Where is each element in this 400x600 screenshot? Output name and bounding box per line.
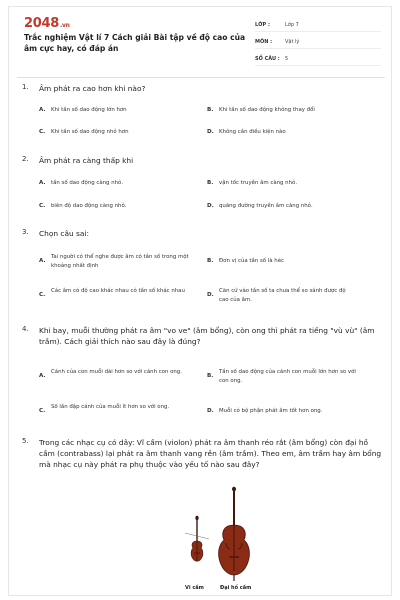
option-text: Đơn vị của tần số là héc [219, 258, 284, 264]
question-text: Âm phát ra cao hơn khi nào? [39, 84, 146, 93]
option-text: Căn cứ vào tần số ta chưa thể so sánh được độ cao của âm. [219, 288, 346, 303]
instruments-figure [179, 485, 269, 597]
option-text: Khi tần số dao động nhỏ hơn [51, 129, 129, 135]
option-letter: D. [207, 408, 214, 414]
meta-label: LỚP : [255, 21, 270, 28]
page-title: Trắc nghiệm Vật lí 7 Cách giải Bài tập về độ cao của âm cực hay, có đáp án [24, 33, 246, 53]
site-logo[interactable] [24, 16, 70, 31]
meta-row-class [255, 18, 381, 32]
option-letter: A. [39, 373, 46, 379]
option-text: biên độ dao động càng nhỏ. [51, 203, 127, 209]
contrabass-label: Đại hồ cầm [220, 585, 252, 591]
option-letter: D. [207, 292, 214, 298]
question-4 [22, 325, 384, 433]
option-letter: A. [39, 258, 46, 264]
question-text: Khi bay, muỗi thường phát ra âm "vo ve" (âm bổng), còn ong thì phát ra tiếng "vù vù" (âm trầm). Cách giải thích nào sau đây là đúng? [39, 326, 375, 346]
option-text: Muỗi có bộ phận phát âm tốt hơn ong. [219, 408, 323, 414]
question-2 [22, 155, 382, 215]
page-header [9, 7, 393, 77]
option-letter: B. [207, 180, 214, 186]
option-letter: C. [39, 129, 46, 135]
question-text: Chọn câu sai: [39, 229, 89, 238]
option-letter: D. [207, 129, 214, 135]
logo-text: 2048 [24, 16, 59, 31]
logo-suffix: .vn [59, 22, 70, 29]
question-1 [22, 83, 382, 143]
question-3 [22, 228, 382, 318]
meta-label: MÔN : [255, 38, 273, 45]
option-text: tần số dao động càng nhỏ. [51, 180, 124, 186]
question-number: 1. [22, 83, 29, 91]
option-text: Các âm có độ cao khác nhau có tần số khác nhau [51, 288, 185, 294]
meta-value: Lớp 7 [285, 21, 299, 28]
meta-info [255, 18, 381, 69]
option-text: Cánh của con muỗi dài hơn so với cánh con ong. [51, 369, 182, 375]
question-number: 4. [22, 325, 29, 333]
meta-value: 5 [285, 55, 289, 62]
option-text: vận tốc truyền âm càng nhỏ. [219, 180, 298, 186]
option-letter: C. [39, 292, 46, 298]
question-5 [22, 437, 384, 482]
option-text: Tần số dao động của cánh con muỗi lớn hơn so với con ong. [219, 369, 356, 384]
option-letter: C. [39, 203, 46, 209]
option-letter: B. [207, 107, 214, 113]
option-letter: A. [39, 180, 46, 186]
option-text: Tai người có thể nghe được âm có tần số trong một khoảng nhất định [51, 254, 189, 269]
violin-label: Vĩ cầm [185, 585, 204, 591]
question-number: 3. [22, 228, 29, 236]
meta-value: Vật lý [285, 38, 300, 45]
instruments-illustration [179, 485, 269, 597]
question-number: 2. [22, 155, 29, 163]
option-letter: A. [39, 107, 46, 113]
option-text: quãng đường truyền âm càng nhỏ. [219, 203, 313, 209]
meta-row-subject [255, 35, 381, 49]
contrabass-icon [219, 487, 250, 581]
option-letter: C. [39, 408, 46, 414]
question-number: 5. [22, 437, 29, 445]
header-divider [17, 77, 385, 78]
option-text: Không cần điều kiện nào [219, 129, 286, 135]
option-letter: D. [207, 203, 214, 209]
option-text: Khi tần số dao động lớn hơn [51, 107, 127, 113]
document-page [8, 6, 392, 596]
question-text: Trong các nhạc cụ có dây: Vĩ cầm (violon) phát ra âm thanh réo rắt (âm bổng) còn đại hồ cầm (contrabass) lại phát ra âm thanh vang rền (âm trầm). Theo em, âm trầm hay âm bổng mà nhạc cụ này phát ra phụ thuộc vào yếu tố nào sau đây? [39, 438, 382, 469]
meta-label: SỐ CÂU : [255, 55, 280, 62]
option-text: Khi tần số dao động không thay đổi [219, 107, 315, 113]
violin-icon [185, 516, 209, 561]
option-text: Số lần đập cánh của muỗi ít hơn so với ong. [51, 404, 170, 410]
option-letter: B. [207, 258, 214, 264]
meta-row-count [255, 52, 381, 66]
question-text: Âm phát ra càng thấp khi [39, 156, 134, 165]
option-letter: B. [207, 373, 214, 379]
